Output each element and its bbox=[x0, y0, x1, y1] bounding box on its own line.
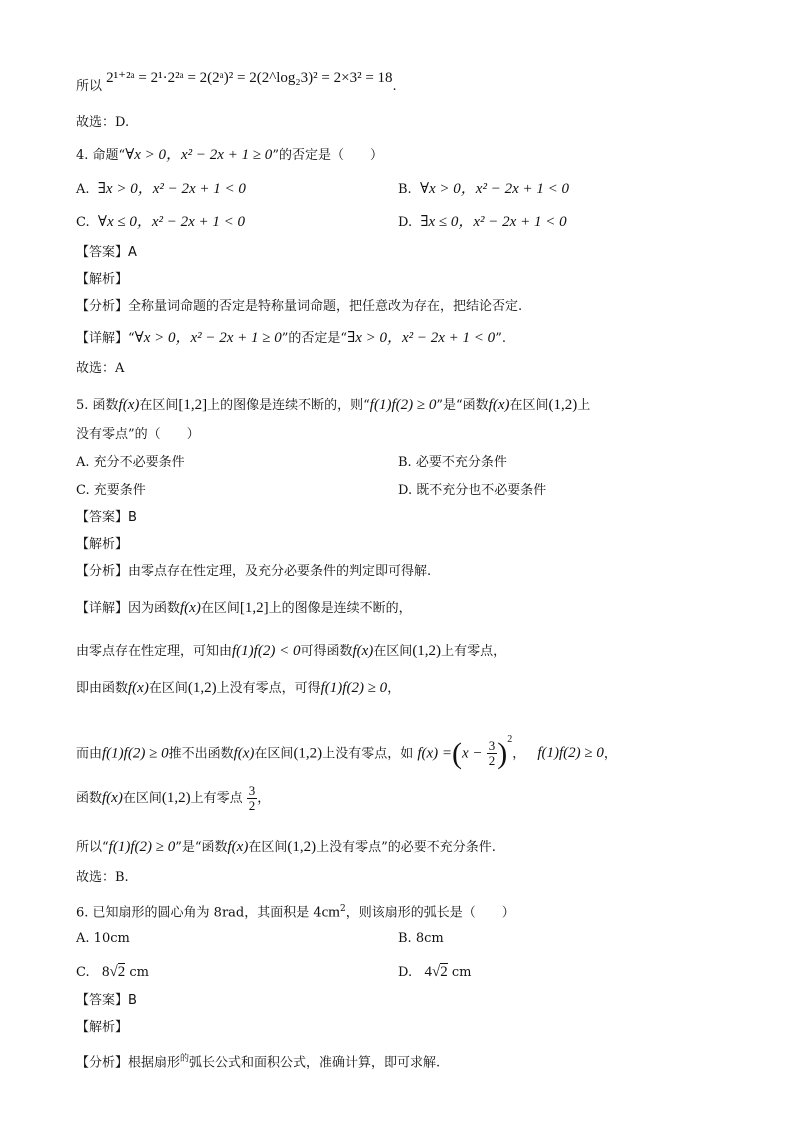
text: 5. 函数 bbox=[76, 398, 119, 413]
option-letter: B. bbox=[398, 931, 412, 946]
text: 推不出函数 bbox=[168, 746, 234, 762]
text: 在区间 bbox=[148, 681, 188, 696]
option-letter: A. bbox=[76, 931, 90, 946]
math: f(x) bbox=[128, 680, 149, 696]
math: (1,2) bbox=[287, 839, 317, 855]
text: 而由 bbox=[76, 746, 103, 762]
text: 在区间 bbox=[248, 840, 288, 855]
sqrt-symbol: √ bbox=[109, 964, 118, 980]
example-function: f(x) = bbox=[417, 745, 453, 762]
text: 上没有零点，如 bbox=[322, 746, 414, 762]
text: 的 bbox=[180, 1054, 190, 1064]
q5-option-d bbox=[398, 482, 546, 500]
period: . bbox=[392, 79, 397, 94]
option-letter: B. bbox=[398, 182, 412, 197]
math: f(x) bbox=[118, 397, 140, 413]
text: 【分析】根据扇形 bbox=[76, 1055, 181, 1071]
option-letter: A. bbox=[76, 455, 90, 470]
q5-detail-line6 bbox=[76, 838, 496, 857]
text: ”是“函数 bbox=[436, 398, 489, 413]
math: f(1)f(2) ≥ 0 bbox=[108, 839, 176, 855]
option-text: 10cm bbox=[93, 931, 130, 946]
math: f(1)f(2) ≥ 0 bbox=[369, 397, 437, 413]
fraction-three-halves bbox=[487, 739, 498, 768]
math: f(1)f(2) ≥ 0 bbox=[102, 745, 169, 762]
numerator: 3 bbox=[488, 738, 496, 754]
q5-answer: 故选：B. bbox=[76, 870, 129, 885]
text: 上有零点， bbox=[441, 644, 507, 659]
text: 可得函数 bbox=[300, 644, 353, 659]
q5-detail-line1 bbox=[76, 599, 412, 618]
math: f(x) bbox=[102, 790, 123, 806]
option-letter: B. bbox=[398, 455, 412, 470]
paren-open: ( bbox=[452, 736, 463, 770]
option-text: 既不充分也不必要条件 bbox=[416, 483, 547, 498]
text: 所以“ bbox=[76, 840, 109, 855]
text: ， bbox=[512, 746, 526, 762]
unit: cm bbox=[129, 965, 150, 980]
q4-detail bbox=[76, 329, 506, 348]
q5-answer-tag: 【答案】B bbox=[76, 510, 137, 525]
text: 上 bbox=[577, 398, 591, 413]
q5-detail-line2 bbox=[76, 642, 506, 661]
math: ∀x > 0，x² − 2x + 1 ≥ 0 bbox=[134, 330, 282, 346]
text: 在区间 bbox=[373, 644, 413, 659]
q3-conclusion-line bbox=[76, 70, 397, 96]
text: ”. bbox=[495, 331, 506, 346]
option-text: 充分不必要条件 bbox=[93, 455, 185, 470]
q6-option-c bbox=[76, 963, 149, 982]
option-letter: D. bbox=[398, 965, 413, 980]
q5-detail-line3 bbox=[76, 679, 400, 698]
text: ， bbox=[603, 746, 617, 762]
math: f(x) bbox=[180, 600, 201, 616]
text: 弧长公式和面积公式，准确计算，即可求解. bbox=[189, 1055, 441, 1071]
math: f(x) bbox=[227, 839, 249, 855]
q4-option-c bbox=[76, 213, 245, 232]
math: [1,2] bbox=[178, 397, 208, 413]
text: 在区间 bbox=[254, 746, 294, 762]
numerator: 3 bbox=[248, 783, 256, 798]
option-text: 必要不充分条件 bbox=[415, 455, 507, 470]
math: (1,2) bbox=[548, 397, 578, 413]
text: ， bbox=[387, 681, 401, 696]
text: 上没有零点，可得 bbox=[216, 681, 321, 696]
q6-fenxi bbox=[76, 1050, 440, 1072]
text: 【详解】因为函数 bbox=[76, 601, 181, 616]
text: ”的否定是（ ） bbox=[272, 148, 383, 163]
text: 函数 bbox=[76, 791, 103, 806]
sqrt-symbol: √ bbox=[432, 964, 441, 980]
option-math: ∃x ≤ 0，x² − 2x + 1 < 0 bbox=[420, 214, 567, 230]
math: (1,2) bbox=[293, 745, 323, 762]
text: 即由函数 bbox=[76, 681, 129, 696]
math: (1,2) bbox=[161, 790, 191, 806]
option-math: ∃x > 0，x² − 2x + 1 < 0 bbox=[97, 181, 246, 197]
option-letter: C. bbox=[76, 965, 90, 980]
q3-formula: 2¹⁺²ᵃ = 2¹·2²ᵃ = 2(2ᵃ)² = 2(2^log₂3)² = 2×3² = 18 bbox=[106, 70, 393, 86]
option-letter: C. bbox=[76, 483, 90, 498]
text: 在区间 bbox=[122, 791, 162, 806]
text: ”是“函数 bbox=[175, 840, 228, 855]
q5-stem-line2: 没有零点”的（ ） bbox=[76, 427, 200, 442]
q4-answer: 故选：A bbox=[76, 361, 125, 376]
text: 4. 命题“ bbox=[76, 148, 126, 163]
q5-detail-line4 bbox=[76, 728, 617, 772]
option-math: ∀x ≤ 0，x² − 2x + 1 < 0 bbox=[97, 214, 246, 230]
q5-analysis-tag: 【解析】 bbox=[76, 537, 129, 552]
q5-option-b bbox=[398, 454, 507, 472]
option-letter: C. bbox=[76, 215, 90, 230]
text: 在区间 bbox=[509, 398, 549, 413]
text: ”的否定是“ bbox=[281, 331, 348, 346]
fraction-three-halves bbox=[247, 784, 258, 813]
q3-answer: 故选：D. bbox=[76, 115, 130, 130]
exponent: 2 bbox=[339, 904, 346, 914]
q4-analysis-tag: 【解析】 bbox=[76, 272, 129, 287]
radicand: 2 bbox=[440, 964, 448, 980]
option-letter: A. bbox=[76, 182, 90, 197]
math: x − bbox=[462, 745, 483, 762]
math: f(1)f(2) ≥ 0 bbox=[320, 680, 388, 696]
text: 【详解】“ bbox=[76, 331, 135, 346]
text: 在区间 bbox=[139, 398, 179, 413]
text: ，则该扇形的弧长是（ ） bbox=[345, 905, 515, 921]
denominator: 2 bbox=[488, 753, 496, 769]
q6-stem bbox=[76, 900, 515, 922]
q5-detail-line5 bbox=[76, 778, 270, 818]
q4-option-d bbox=[398, 213, 567, 232]
q5-stem-line1 bbox=[76, 396, 590, 415]
text: 上的图像是连续不断的，则“ bbox=[207, 398, 370, 413]
math: f(1)f(2) < 0 bbox=[232, 643, 301, 659]
q6-option-d bbox=[398, 963, 471, 982]
text: 所以 bbox=[76, 79, 103, 94]
option-math: ∀x > 0，x² − 2x + 1 < 0 bbox=[419, 181, 569, 197]
q4-stem bbox=[76, 146, 383, 165]
option-text: 充要条件 bbox=[93, 483, 146, 498]
q6-answer-tag: 【答案】B bbox=[76, 993, 137, 1008]
text: 上有零点 bbox=[190, 791, 243, 806]
text: 在区间 bbox=[200, 601, 240, 616]
text: 上的图像是连续不断的， bbox=[268, 601, 412, 616]
option-letter: D. bbox=[398, 483, 413, 498]
q5-fenxi: 【分析】由零点存在性定理，及充分必要条件的判定即可得解. bbox=[76, 564, 432, 579]
unit: cm bbox=[321, 904, 340, 921]
q5-option-a bbox=[76, 454, 185, 472]
exponent: 2 bbox=[507, 734, 513, 745]
radicand: 2 bbox=[117, 964, 126, 980]
math: (1,2) bbox=[187, 680, 217, 696]
text: 由零点存在性定理，可知由 bbox=[76, 644, 233, 659]
q4-option-a bbox=[76, 180, 246, 199]
math: [1,2] bbox=[239, 600, 269, 616]
math: f(x) bbox=[352, 643, 374, 659]
text: 6. 已知扇形的圆心角为 8rad，其面积是 4 bbox=[76, 905, 322, 921]
coef: 8 bbox=[102, 964, 110, 980]
text: 上没有零点”的必要不充分条件. bbox=[316, 840, 496, 855]
math: ∃x > 0，x² − 2x + 1 < 0 bbox=[347, 330, 496, 346]
q4-fenxi: 【分析】全称量词命题的否定是特称量词命题，把任意改为存在，把结论否定. bbox=[76, 299, 523, 314]
math: f(x) bbox=[488, 397, 510, 413]
option-text: 8cm bbox=[415, 931, 444, 946]
paren-close: ) bbox=[497, 736, 508, 770]
q6-analysis-tag: 【解析】 bbox=[76, 1020, 129, 1035]
q5-option-c bbox=[76, 482, 146, 500]
coef: 4 bbox=[424, 964, 432, 980]
q6-option-a bbox=[76, 930, 130, 948]
math: ∀x > 0，x² − 2x + 1 ≥ 0 bbox=[125, 147, 273, 163]
q6-option-b bbox=[398, 930, 444, 948]
q4-answer-tag: 【答案】A bbox=[76, 245, 137, 260]
denominator: 2 bbox=[248, 798, 256, 813]
option-letter: D. bbox=[398, 215, 413, 230]
text: ， bbox=[257, 791, 271, 806]
math: f(x) bbox=[233, 745, 255, 762]
q4-option-b bbox=[398, 180, 569, 199]
math: f(1)f(2) ≥ 0 bbox=[537, 745, 604, 762]
unit: cm bbox=[451, 965, 472, 980]
math: (1,2) bbox=[412, 643, 442, 659]
